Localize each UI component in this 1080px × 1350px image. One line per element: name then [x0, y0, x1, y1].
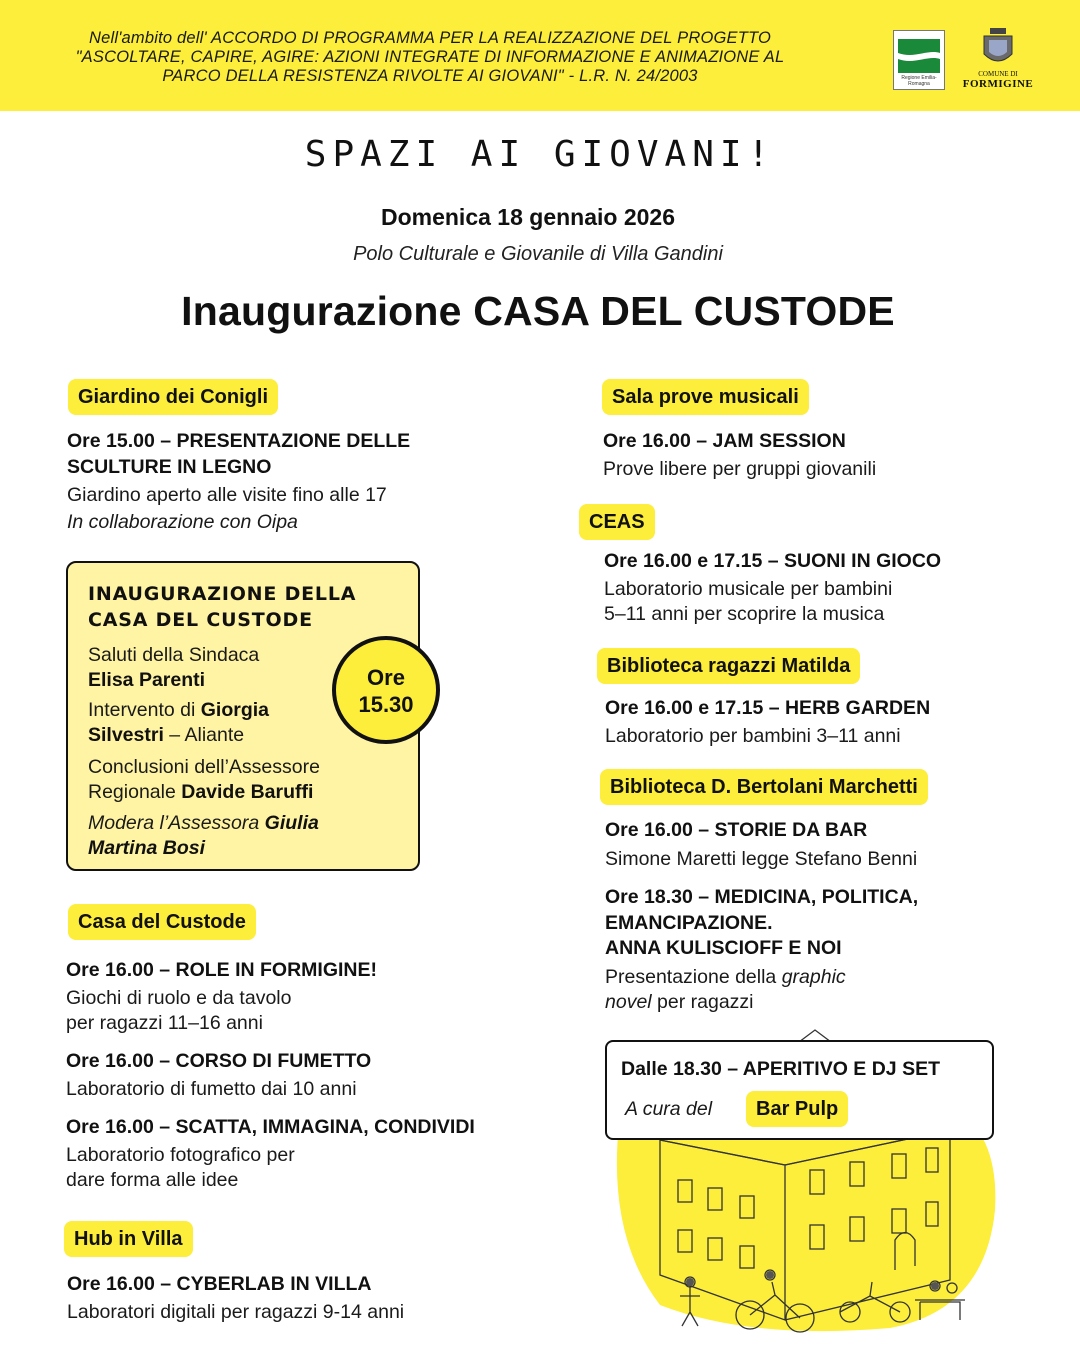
- aperitivo-title: Dalle 18.30 – APERITIVO E DJ SET: [621, 1058, 940, 1080]
- main-title: Inaugurazione CASA DEL CUSTODE: [181, 288, 895, 334]
- event-desc: Laboratorio fotografico per: [66, 1143, 295, 1166]
- greet-line: [88, 643, 259, 693]
- event-storie-da-bar: [605, 818, 917, 872]
- event-venue: Polo Culturale e Giovanile di Villa Gandini: [353, 243, 723, 265]
- tag-biblioteca-bertolani: Biblioteca D. Bertolani Marchetti: [600, 769, 928, 805]
- program-agreement-text: [30, 29, 830, 86]
- inauguration-title-line: INAUGURAZIONE DELLA: [88, 583, 357, 605]
- time-circle-badge: [332, 636, 440, 744]
- moderator-surname: Martina Bosi: [88, 837, 206, 859]
- coat-of-arms-icon: [956, 26, 1040, 70]
- event-title: SCULTURE IN LEGNO: [67, 455, 272, 478]
- event-desc: Laboratorio per bambini 3–11 anni: [605, 724, 901, 747]
- conclusion-pre: Regionale: [88, 781, 182, 803]
- event-cyberlab: [67, 1272, 404, 1325]
- time-label: Ore: [367, 665, 405, 690]
- logo-rer-caption: Regione Emilia-Romagna: [901, 75, 937, 87]
- event-title: Ore 16.00 e 17.15 – SUONI IN GIOCO: [604, 550, 942, 572]
- desc-em: graphic: [781, 965, 846, 988]
- event-role-in-formigine: [66, 958, 377, 1037]
- intro-line-1: Nell'ambito dell' ACCORDO DI PROGRAMMA PER LA REALIZZAZIONE DEL PROGETTO: [88, 29, 772, 47]
- event-title: Ore 16.00 – CYBERLAB IN VILLA: [67, 1273, 372, 1295]
- assessor-name: Davide Baruffi: [181, 781, 314, 803]
- event-desc: Prove libere per gruppi giovanili: [603, 457, 877, 480]
- speaker-org: – Aliante: [163, 724, 245, 746]
- conclusion-line: [88, 755, 320, 805]
- moderator-pre: Modera l’Assessora: [88, 812, 265, 834]
- event-desc: Laboratorio musicale per bambini: [604, 577, 893, 600]
- speech-line: [88, 698, 269, 748]
- event-note: In collaborazione con Oipa: [67, 510, 298, 533]
- regione-emilia-romagna-logo: [893, 30, 945, 90]
- header-bar: [0, 0, 1080, 111]
- inauguration-title: [88, 581, 356, 633]
- time-value: 15.30: [358, 692, 414, 717]
- event-desc: Giochi di ruolo e da tavolo: [66, 986, 292, 1009]
- event-title: Ore 16.00 – STORIE DA BAR: [605, 819, 868, 841]
- tag-sala-prove: Sala prove musicali: [602, 379, 809, 415]
- speech-pre: Intervento di: [88, 699, 201, 721]
- event-title: EMANCIPAZIONE.: [605, 911, 773, 934]
- mayor-name: Elisa Parenti: [88, 669, 206, 691]
- event-title: Ore 18.30 – MEDICINA, POLITICA,: [605, 886, 919, 908]
- event-title: Ore 16.00 – JAM SESSION: [603, 430, 846, 452]
- event-desc: Giardino aperto alle visite fino alle 17: [67, 484, 387, 506]
- aperitivo-box: [605, 1040, 994, 1140]
- intro-line-2: "ASCOLTARE, CAPIRE, AGIRE: AZIONI INTEGRATE DI INFORMAZIONE E ANIMAZIONE AL: [75, 48, 785, 66]
- conclusion-text: Conclusioni dell’Assessore: [88, 756, 320, 778]
- tag-bar-pulp: Bar Pulp: [746, 1091, 848, 1127]
- tag-ceas: CEAS: [579, 504, 655, 540]
- desc-pre: Presentazione della: [605, 965, 782, 988]
- event-title: ANNA KULISCIOFF E NOI: [605, 937, 842, 959]
- aperitivo-sub: A cura del: [625, 1098, 713, 1120]
- logo-comune-name: FORMIGINE: [962, 78, 1034, 90]
- event-desc: per ragazzi 11–16 anni: [66, 1012, 263, 1034]
- tag-giardino-dei-conigli: Giardino dei Conigli: [68, 379, 278, 415]
- event-herb-garden: [605, 696, 930, 749]
- tag-biblioteca-matilda: Biblioteca ragazzi Matilda: [597, 648, 860, 684]
- tag-hub-in-villa: Hub in Villa: [64, 1221, 193, 1257]
- event-desc: Laboratori digitali per ragazzi 9-14 anni: [67, 1300, 405, 1323]
- event-date: Domenica 18 gennaio 2026: [380, 204, 675, 230]
- logo-comune-label: COMUNE DI: [978, 70, 1018, 78]
- desc-post: per ragazzi: [651, 991, 754, 1013]
- event-title: Ore 16.00 – SCATTA, IMMAGINA, CONDIVIDI: [66, 1116, 475, 1138]
- event-title: Ore 16.00 e 17.15 – HERB GARDEN: [605, 697, 931, 719]
- greet-text: Saluti della Sindaca: [88, 644, 260, 666]
- speaker-name: Giorgia: [200, 699, 269, 721]
- event-title: Ore 16.00 – CORSO DI FUMETTO: [66, 1050, 372, 1072]
- intro-line-3: PARCO DELLA RESISTENZA RIVOLTE AI GIOVANI" - L.R. N. 24/2003: [162, 67, 698, 85]
- event-desc: Laboratorio di fumetto dai 10 anni: [66, 1077, 357, 1100]
- event-jam-session: [603, 429, 876, 482]
- event-suoni-in-gioco: [604, 549, 941, 628]
- event-desc: [605, 965, 918, 991]
- desc-em: novel: [605, 991, 652, 1013]
- event-desc: 5–11 anni per scoprire la musica: [604, 603, 885, 625]
- event-title: Ore 16.00 – ROLE IN FORMIGINE!: [66, 959, 377, 981]
- comune-formigine-logo: [956, 26, 1040, 96]
- event-title: Ore 15.00 – PRESENTAZIONE DELLE: [67, 430, 411, 452]
- event-desc: Simone Maretti legge Stefano Benni: [605, 847, 918, 870]
- event-scatta-immagina: [66, 1115, 475, 1194]
- headline: SPAZI AI GIOVANI!: [304, 134, 776, 175]
- inauguration-title-line: CASA DEL CUSTODE: [88, 609, 313, 631]
- event-desc: [605, 990, 918, 1016]
- event-desc: dare forma alle idee: [66, 1169, 239, 1191]
- event-kuliscioff: [605, 885, 918, 1016]
- tag-casa-del-custode: Casa del Custode: [68, 904, 256, 940]
- event-corso-fumetto: [66, 1049, 371, 1102]
- event-sculture: [67, 429, 410, 535]
- moderator-name: Giulia: [264, 812, 319, 834]
- moderator-line: [88, 811, 319, 861]
- speaker-surname: Silvestri: [88, 724, 164, 746]
